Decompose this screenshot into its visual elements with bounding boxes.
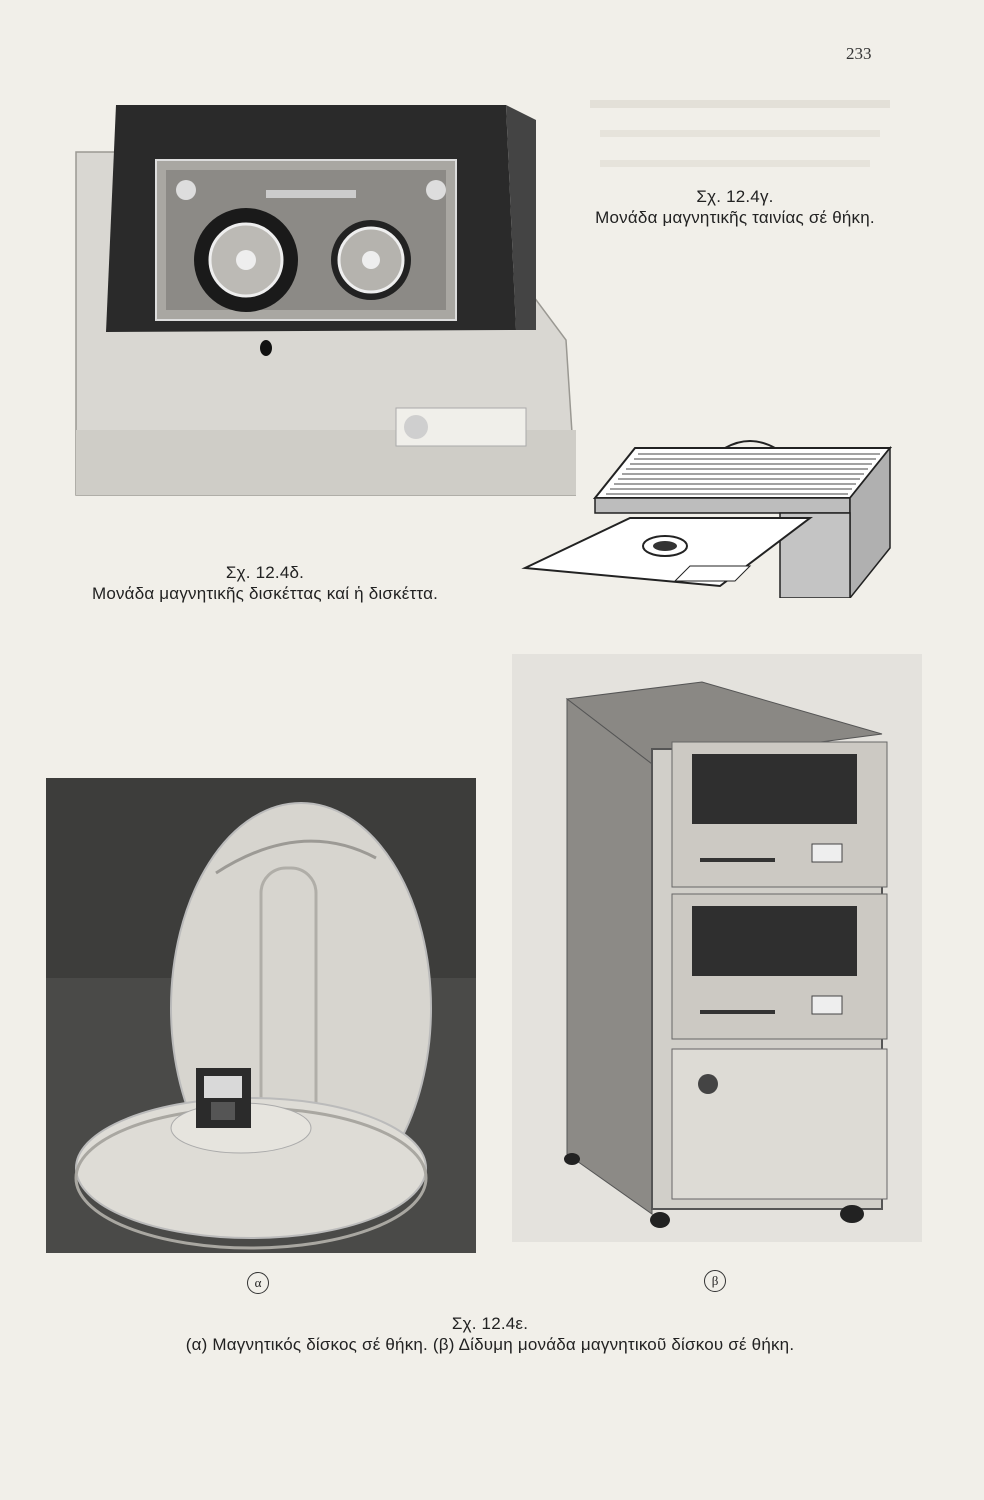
- show-through-line: [600, 160, 870, 167]
- figure-label-a: [247, 1272, 269, 1294]
- page-number: 233: [846, 44, 872, 63]
- figure-label-b: [704, 1270, 726, 1292]
- diskette-drive-drawing: [520, 438, 895, 598]
- disk-pack-photo: [46, 778, 476, 1253]
- figure-tape-title: Σχ. 12.4γ.: [696, 187, 774, 206]
- figure-disk-caption: (α) Μαγνητικός δίσκος σέ θήκη. (β) Δίδυμη μονάδα μαγνητικοῦ δίσκου σέ θήκη.: [185, 1335, 795, 1354]
- label-a: α: [247, 1272, 269, 1294]
- tape-unit-photo: [66, 100, 576, 500]
- twin-disk-cabinet-photo: [512, 654, 922, 1242]
- figure-diskette-title: Σχ. 12.4δ.: [225, 563, 305, 582]
- figure-diskette-caption: Μονάδα μαγνητικῆς δισκέττας καί ἡ δισκέττα.: [91, 584, 439, 603]
- figure-disk-caption-block: [130, 1313, 850, 1355]
- figure-tape-caption-block: [570, 186, 900, 228]
- show-through-line: [590, 100, 890, 108]
- figure-tape-caption: Μονάδα μαγνητικῆς ταινίας σέ θήκη.: [595, 208, 875, 227]
- figure-disk-title: Σχ. 12.4ε.: [451, 1314, 529, 1333]
- show-through-line: [600, 130, 880, 137]
- figure-diskette-caption-block: [60, 562, 470, 604]
- label-b: β: [704, 1270, 726, 1292]
